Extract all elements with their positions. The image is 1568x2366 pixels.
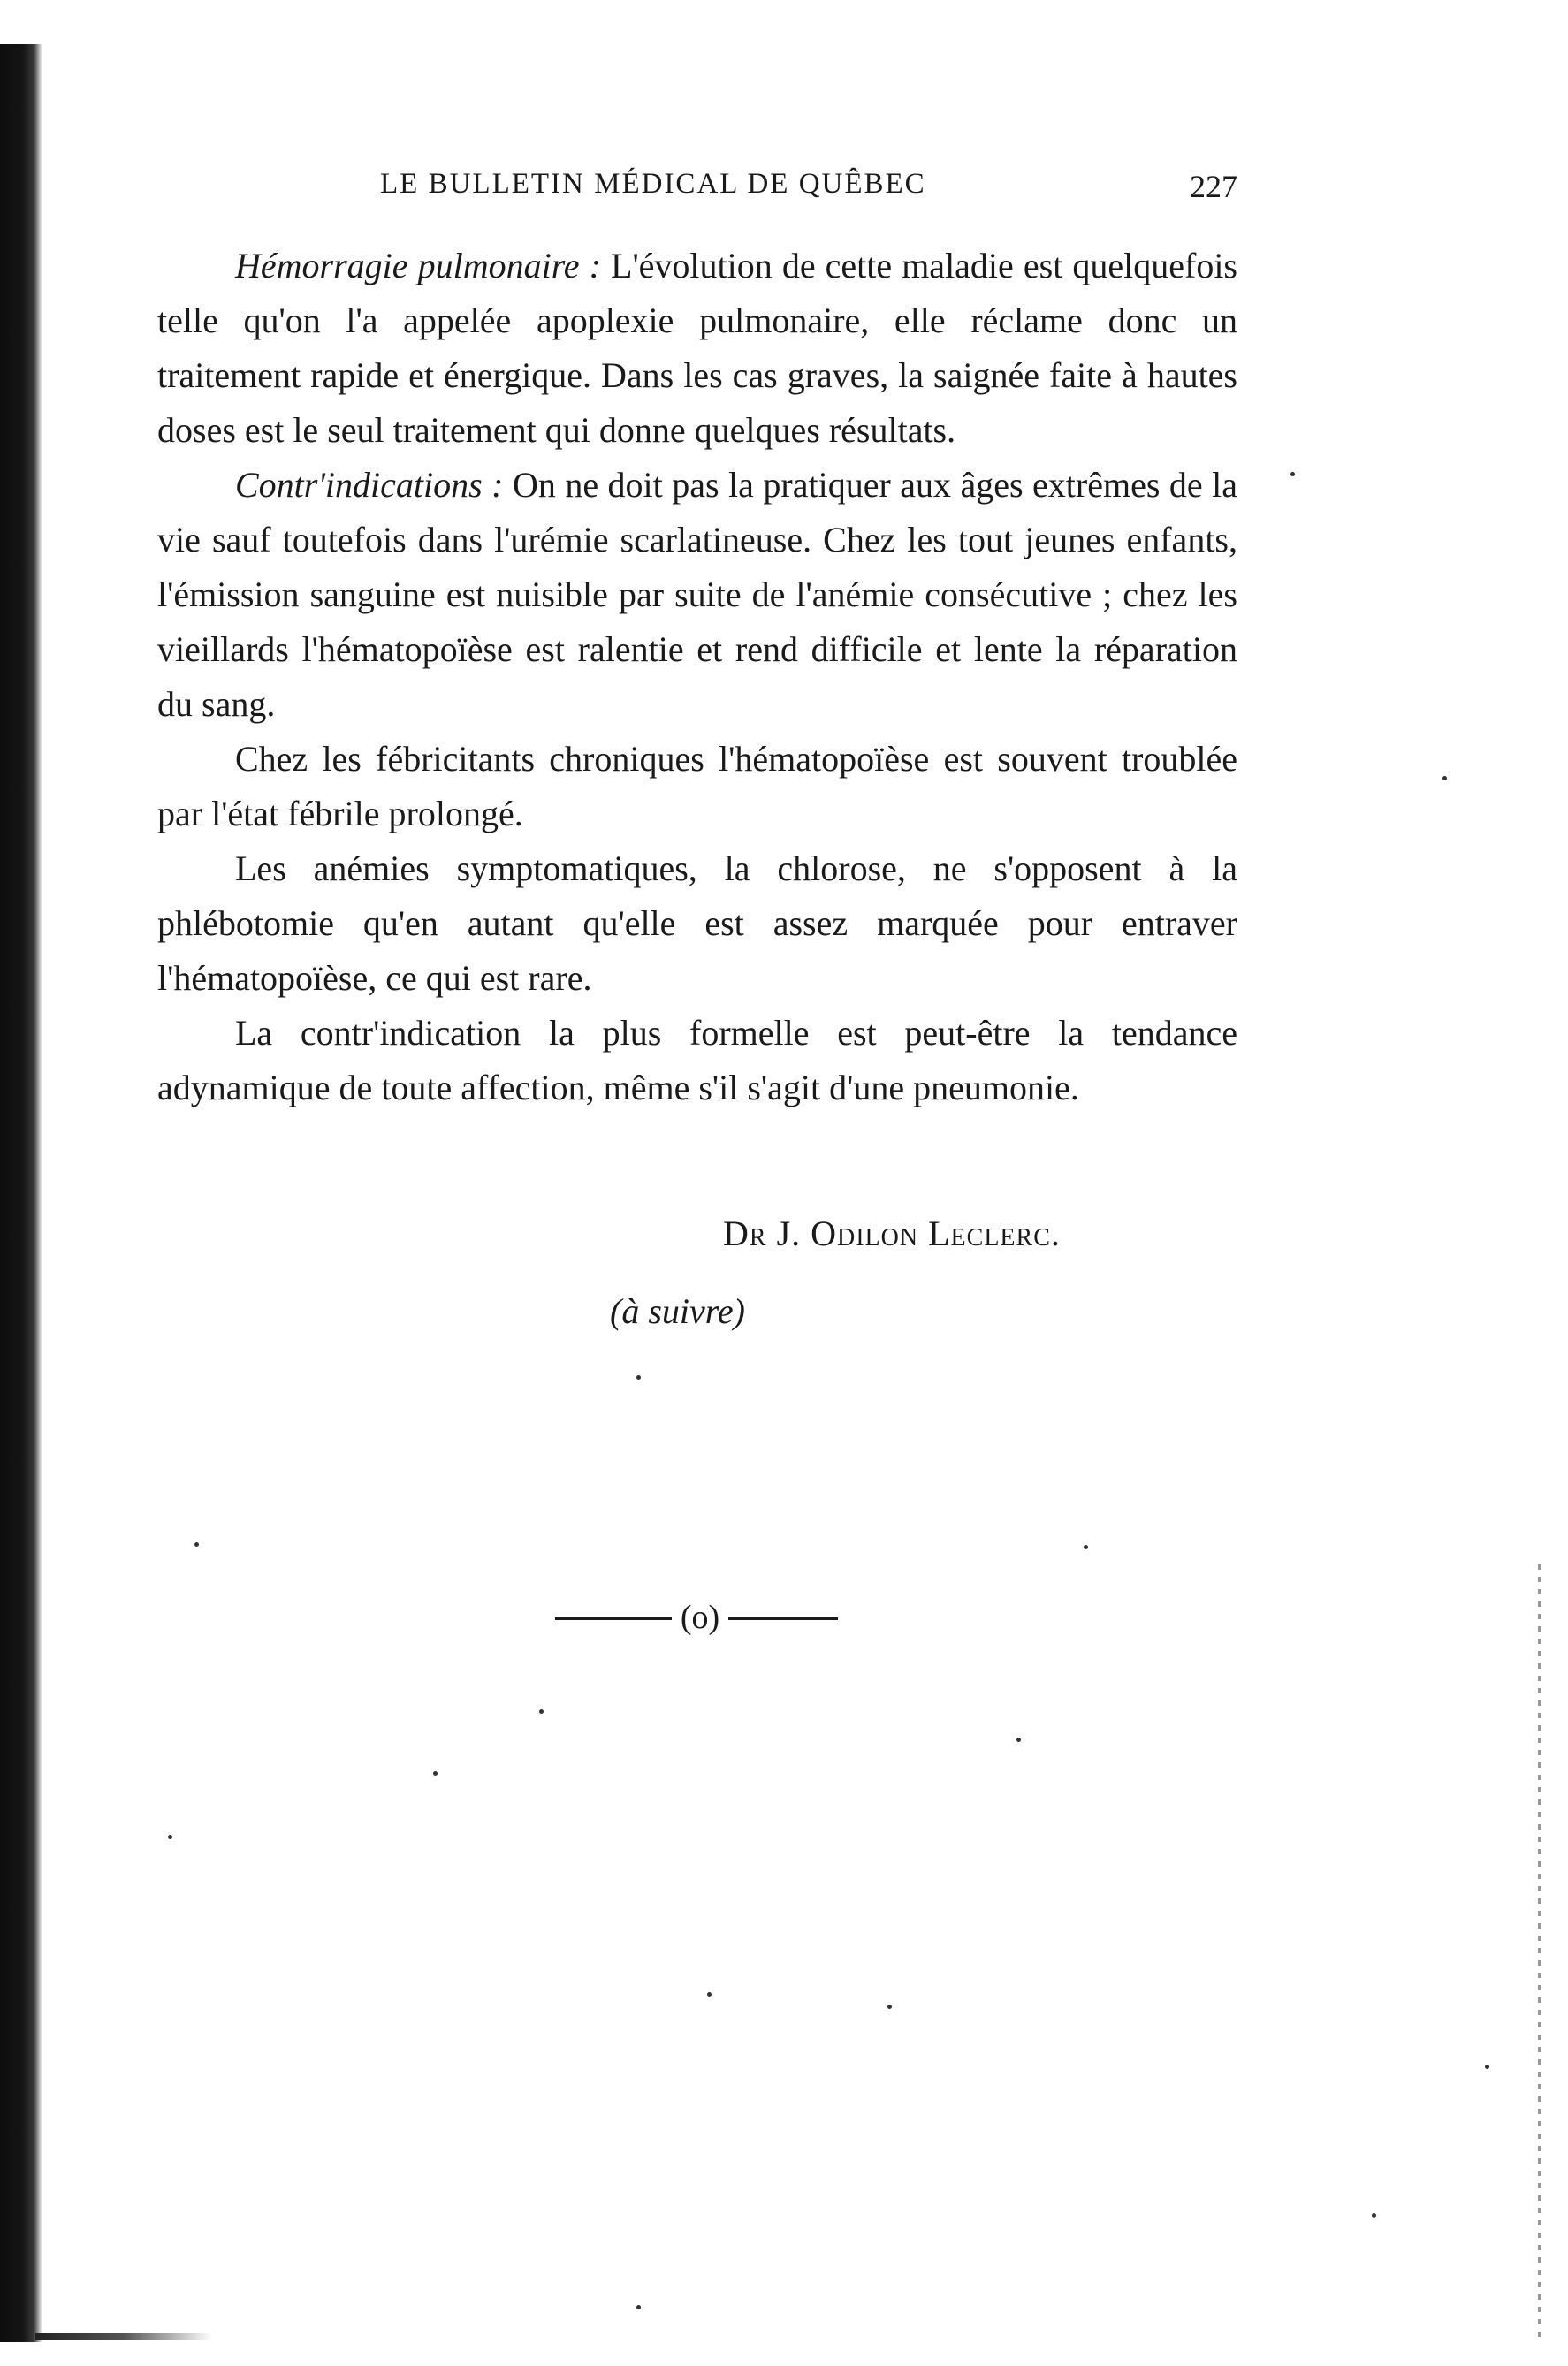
author-signature: Dr J. Odilon Leclerc. <box>723 1213 1061 1253</box>
book-spine-shadow <box>0 44 42 2342</box>
separator-rule-left <box>555 1617 672 1620</box>
paragraph <box>157 732 1237 841</box>
scan-speck <box>433 1771 438 1776</box>
to-be-continued: (à suivre) <box>610 1291 745 1331</box>
paragraph <box>157 458 1237 732</box>
scan-speck <box>1290 472 1295 476</box>
paragraph <box>157 841 1237 1006</box>
page-header <box>380 168 1237 212</box>
paragraph-lead: Hémorragie pulmonaire : <box>235 246 601 285</box>
scan-speck <box>539 1709 544 1714</box>
scan-speck <box>1372 2213 1376 2218</box>
scan-speck <box>1016 1738 1021 1742</box>
scan-speck <box>636 2305 641 2309</box>
scan-speck <box>1084 1545 1088 1549</box>
section-separator <box>555 1598 838 1637</box>
paragraph-text: Les anémies symptomatiques, la chlorose, ne s'opposent à la phlébotomie qu'en autant qu'elle est assez marquée pour entraver l'hématopoïèse, ce qui est rare. <box>157 848 1237 998</box>
paragraph <box>157 239 1237 458</box>
scan-speck <box>1442 776 1447 780</box>
article-body <box>157 239 1237 1115</box>
separator-rule-right <box>728 1617 838 1620</box>
page-number: 227 <box>1190 169 1237 204</box>
paragraph-text: L'évolution de cette maladie est quelquefois telle qu'on l'a appelée apoplexie pulmonaire, elle réclame donc un traitement rapide et énergique. Dans les cas graves, la saignée faite à hautes doses est le seul traitement qui donne quelques résultats. <box>157 246 1237 450</box>
scan-speck <box>887 2005 892 2009</box>
page-corner-shadow <box>35 2333 212 2340</box>
scan-speck <box>707 1992 712 1997</box>
page-edge-mark <box>1538 1564 1541 2342</box>
separator-ornament: (o) <box>680 1599 720 1636</box>
paragraph-lead: Contr'indications : <box>235 465 504 505</box>
paragraph-text: Chez les fébricitants chroniques l'hématopoïèse est souvent troublée par l'état fébrile prolongé. <box>157 739 1237 833</box>
running-title: LE BULLETIN MÉDICAL DE QUÊBEC <box>380 168 926 200</box>
scan-speck <box>194 1542 199 1547</box>
paragraph <box>157 1006 1237 1115</box>
scan-speck <box>636 1375 641 1380</box>
paragraph-text: La contr'indication la plus formelle est peut-être la tendance adynamique de toute affection, même s'il s'agit d'une pneumonie. <box>157 1013 1237 1107</box>
scan-speck <box>168 1835 172 1839</box>
scan-speck <box>1485 2065 1489 2069</box>
paragraph-text: On ne doit pas la pratiquer aux âges extrêmes de la vie sauf toutefois dans l'urémie scarlatineuse. Chez les tout jeunes enfants, l'émission sanguine est nuisible par suite de l'anémie consécutive ; chez les vieillards l'hématopoïèse est ralentie et rend difficile et lente la réparation du sang. <box>157 465 1237 724</box>
